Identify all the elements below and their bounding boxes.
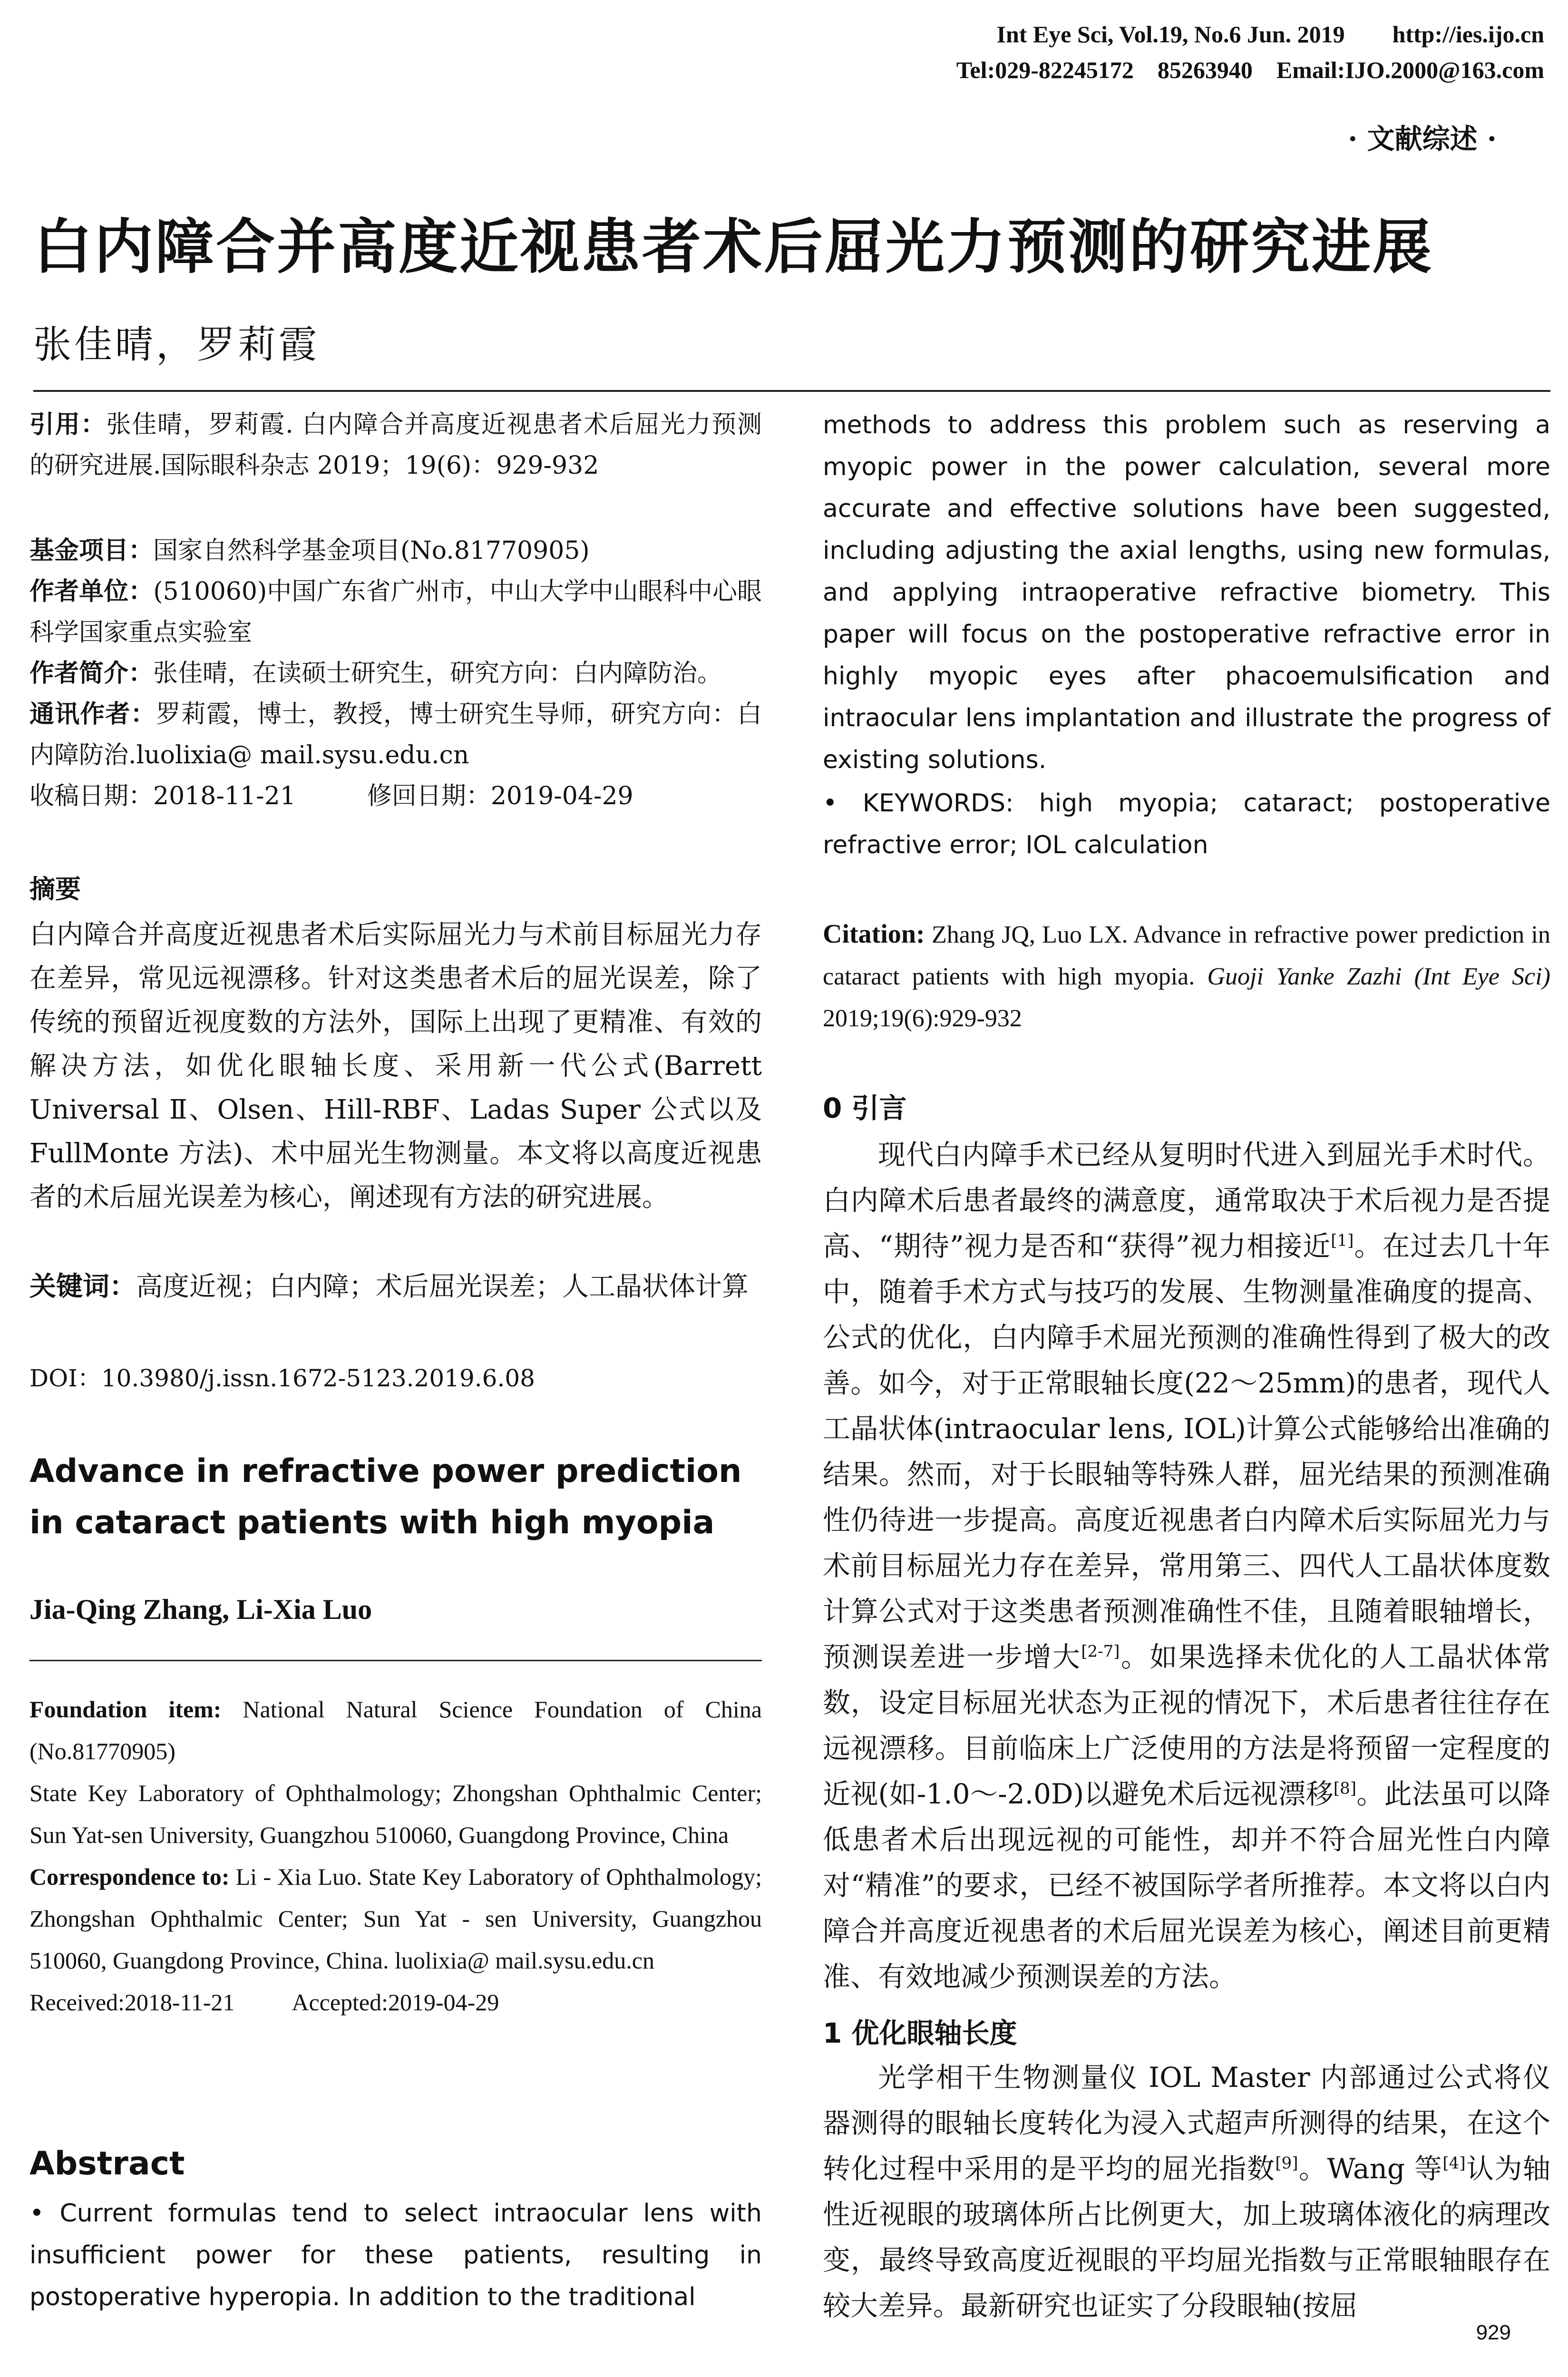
ref-9[interactable]: [9]: [1275, 2153, 1298, 2173]
ref-2-7[interactable]: [2-7]: [1081, 1642, 1120, 1661]
citation-cn-text: 张佳晴，罗莉霞. 白内障合并高度近视患者术后屈光力预测的研究进展.国际眼科杂志 2019；19(6)：929-932: [29, 410, 762, 480]
foundation-label: Foundation item:: [29, 1696, 222, 1723]
section-0-heading: 0 引言: [823, 1092, 907, 1124]
ref-8[interactable]: [8]: [1333, 1779, 1357, 1798]
citation-cn-label: 引用：: [29, 410, 107, 439]
ref-4[interactable]: [4]: [1442, 2153, 1466, 2173]
doi: DOI：10.3980/j.issn.1672-5123.2019.6.08: [29, 1364, 535, 1392]
abstract-en-continued: methods to address this problem such as reserving a myopic power in the power calculation, several more accurate and effective solutions have been suggested, including adjusting the axial lengths, using new formulas, and applying intraoperative refractive biometry. This paper will focus on the postoperative refractive error in highly myopic eyes after phacoemulsification and intraocular lens implantation and illustrate the progress of existing solutions.: [823, 411, 1550, 774]
sec1-text-2: 。Wang 等: [1298, 2153, 1443, 2185]
abstract-cn-text: 白内障合并高度近视患者术后实际屈光力与术前目标屈光力存在差异，常见远视漂移。针对这类患者术后的屈光误差，除了传统的预留近视度数的方法外，国际上出现了更精准、有效的解决方法，如优化眼轴长度、采用新一代公式(Barrett Universal Ⅱ、Olsen、Hill-RBF、Ladas Super 公式以及 FullMonte 方法)、术中屈光生物测量。本文将以高度近视患者的术后屈光误差为核心，阐述现有方法的研究进展。: [29, 919, 762, 1213]
english-authors-rule: [29, 1660, 762, 1661]
ref-1[interactable]: [1]: [1331, 1231, 1354, 1250]
bio-label: 作者简介：: [29, 659, 154, 688]
journal-header-line2: Tel:029-82245172 85263940 Email:IJO.2000@163.com: [956, 57, 1544, 83]
header-rule: [33, 390, 1550, 392]
revised-cn: 修回日期：2019-04-29: [367, 782, 633, 810]
sec1-text-3: 认为轴性近视眼的玻璃体所占比例更大，加上玻璃体液化的病理改变，最终导致高度近视眼的平均屈光指数与正常眼轴眼存在较大差异。最新研究也证实了分段眼轴(按屈: [823, 2153, 1550, 2322]
journal-header-line1: Int Eye Sci, Vol.19, No.6 Jun. 2019 http://ies.ijo.cn: [996, 21, 1544, 48]
english-meta: [29, 1688, 762, 2023]
fund-line: [29, 530, 762, 571]
citation-cn: [29, 404, 762, 486]
corr-cn-text: 罗莉霞，博士，教授，博士研究生导师，研究方向：白内障防治.luolixia@ mail.sysu.edu.cn: [29, 700, 762, 770]
citation-en-label: Citation:: [823, 919, 925, 949]
citation-en-tail: 2019;19(6):929-932: [823, 1005, 1022, 1032]
affiliation-line: State Key Laboratory of Ophthalmology; Zhongshan Ophthalmic Center; Sun Yat-sen University, Guangzhou 510060, Guangdong Province, China: [29, 1780, 762, 1848]
citation-en-journal: Guoji Yanke Zazhi (Int Eye Sci): [1207, 963, 1551, 990]
keywords-cn-label: 关键词：: [29, 1271, 136, 1302]
citation-en: [823, 913, 1550, 1040]
section-1-paragraph: [823, 2055, 1550, 2328]
foundation-line: [29, 1688, 762, 1772]
section-tag: · 文献综述 ·: [1348, 123, 1497, 155]
sec1-text-1: 光学相干生物测量仪 IOL Master 内部通过公式将仪器测得的眼轴长度转化为浸入式超声所测得的结果，在这个转化过程中采用的是平均的屈光指数: [823, 2061, 1550, 2185]
english-authors: Jia-Qing Zhang, Li-Xia Luo: [29, 1594, 372, 1625]
sec0-text-3: 。如果选择未优化的人工晶状体常数，设定目标屈光状态为正视的情况下，术后患者往往存在远视漂移。目前临床上广泛使用的方法是将预留一定程度的近视(如-1.0～-2.0D)以避免术后远视漂移: [823, 1641, 1550, 1810]
sec0-text-4: 。此法虽可以降低患者术后出现远视的可能性，却并不符合屈光性白内障对“精准”的要求，已经不被国际学者所推荐。本文将以白内障合并高度近视患者的术后屈光误差为核心，阐述目前更精准、有效地减少预测误差的方法。: [823, 1778, 1550, 1993]
unit-line: [29, 571, 762, 653]
sec0-text-2: 。在过去几十年中，随着手术方式与技巧的发展、生物测量准确度的提高、公式的优化，白内障手术屈光预测的准确性得到了极大的改善。如今，对于正常眼轴长度(22～25mm)的患者，现代人工晶状体(intraocular lens, IOL)计算公式能够给出准确的结果。然而，对于长眼轴等特殊人群，屈光结果的预测准确性仍待进一步提高。高度近视患者白内障术后实际屈光力与术前目标屈光力存在差异，常用第三、四代人工晶状体度数计算公式对于这类患者预测准确性不佳，且随着眼轴增长，预测误差进一步增大: [823, 1230, 1550, 1673]
article-title: 白内障合并高度近视患者术后屈光力预测的研究进展: [33, 213, 1434, 282]
english-title: Advance in refractive power prediction in cataract patients with high myopia: [29, 1452, 742, 1541]
corr-cn-line: [29, 694, 762, 776]
fund-text: 国家自然科学基金项目(No.81770905): [153, 536, 590, 565]
section-1-heading: 1 优化眼轴长度: [823, 2017, 1017, 2049]
authors-cn: 张佳晴，罗莉霞: [33, 322, 320, 367]
accepted-en: Accepted:2019-04-29: [292, 1989, 499, 2016]
received-en: Received:2018-11-21: [29, 1989, 235, 2016]
unit-text: (510060)中国广东省广州市，中山大学中山眼科中心眼科学国家重点实验室: [29, 577, 762, 647]
page-number: 929: [1476, 2321, 1511, 2344]
section-0-paragraph: [823, 1132, 1550, 1999]
correspondence-line: [29, 1856, 762, 1981]
corr-cn-label: 通讯作者：: [29, 700, 156, 729]
bio-line: [29, 653, 762, 694]
keywords-en: • KEYWORDS: high myopia; cataract; postoperative refractive error; IOL calculation: [823, 789, 1550, 859]
unit-label: 作者单位：: [29, 577, 154, 606]
foundation-text: National Natural Science Foundation of China (No.81770905): [29, 1696, 762, 1764]
keywords-cn: [29, 1265, 762, 1309]
received-cn: 收稿日期：2018-11-21: [29, 782, 296, 810]
abstract-en-heading: Abstract: [29, 2145, 185, 2182]
correspondence-text: Li - Xia Luo. State Key Laboratory of Ophthalmology; Zhongshan Ophthalmic Center; Sun Yat - sen University, Guangzhou 510060, Guangdong Province, China. luolixia@ mail.sysu.edu.cn: [29, 1863, 762, 1974]
sec0-text-1: 现代白内障手术已经从复明时代进入到屈光手术时代。白内障术后患者最终的满意度，通常取决于术后视力是否提高、“期待”视力是否和“获得”视力相接近: [823, 1139, 1550, 1262]
fund-label: 基金项目：: [29, 536, 154, 565]
dates-en-line: [29, 1981, 762, 2023]
cn-meta-block: [29, 530, 762, 817]
keywords-cn-text: 高度近视；白内障；术后屈光误差；人工晶状体计算: [136, 1271, 749, 1302]
correspondence-label: Correspondence to:: [29, 1863, 230, 1890]
abstract-en-start: • Current formulas tend to select intraocular lens with insufficient power for these patients, resulting in postoperative hyperopia. In addition to the traditional: [29, 2199, 762, 2311]
bio-text: 张佳晴，在读硕士研究生，研究方向：白内障防治。: [153, 659, 722, 688]
citation-en-text: Zhang JQ, Luo LX. Advance in refractive power prediction in cataract patients with high myopia.: [823, 921, 1551, 990]
abstract-cn-heading: 摘要: [29, 874, 81, 904]
dates-cn-line: [29, 776, 762, 817]
